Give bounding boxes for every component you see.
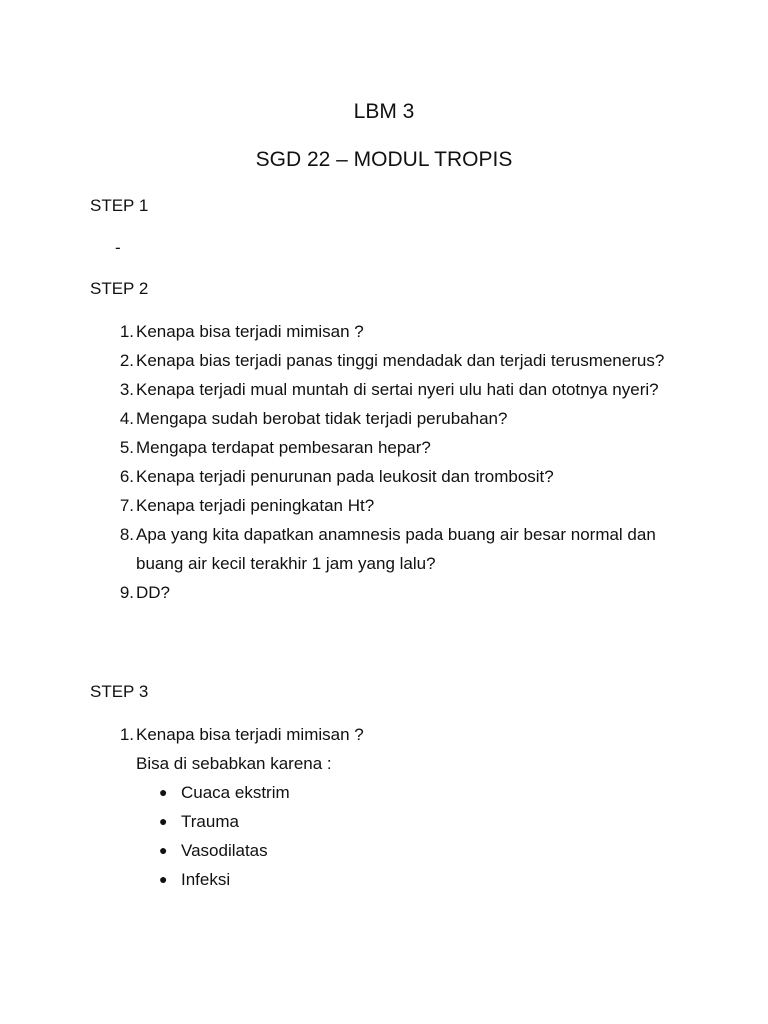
item-text: Kenapa bias terjadi panas tinggi mendadak dan terjadi terusmenerus? xyxy=(136,351,665,370)
bullet-icon: ● xyxy=(159,842,168,858)
item-number: 3. xyxy=(119,380,134,399)
bullet-icon: ● xyxy=(159,784,168,800)
list-item xyxy=(90,317,690,346)
item-number: 9. xyxy=(119,583,134,602)
document-subtitle: SGD 22 – MODUL TROPIS xyxy=(255,148,513,171)
step2-heading: STEP 2 xyxy=(90,279,149,298)
bullet-item xyxy=(136,865,690,894)
bullet-list xyxy=(136,778,690,894)
list-item xyxy=(90,346,690,375)
list-item xyxy=(90,404,690,433)
item-text: Kenapa terjadi penurunan pada leukosit dan trombosit? xyxy=(136,467,554,486)
item-text: Mengapa sudah berobat tidak terjadi perubahan? xyxy=(136,409,508,428)
item-number: 8. xyxy=(119,525,134,544)
list-item xyxy=(90,491,690,520)
list-item xyxy=(90,520,690,578)
step3-heading: STEP 3 xyxy=(90,682,149,701)
item-text: Apa yang kita dapatkan anamnesis pada buang air besar normal dan buang air kecil terakhir 1 jam yang lalu? xyxy=(136,525,656,573)
item-text: Kenapa bisa terjadi mimisan ? xyxy=(136,322,364,341)
list-item xyxy=(90,433,690,462)
list-item xyxy=(90,720,690,894)
item-text: Mengapa terdapat pembesaran hepar? xyxy=(136,438,431,457)
step1-heading: STEP 1 xyxy=(90,196,149,215)
item-number: 1. xyxy=(119,725,134,744)
item-text: Kenapa terjadi mual muntah di sertai nyeri ulu hati dan ototnya nyeri? xyxy=(136,380,659,399)
item-number: 1. xyxy=(119,322,134,341)
item-text: DD? xyxy=(136,583,171,602)
item-text: Kenapa bisa terjadi mimisan ? xyxy=(136,725,364,744)
bullet-item xyxy=(136,836,690,865)
item-number: 6. xyxy=(119,467,134,486)
bullet-icon: ● xyxy=(159,813,168,829)
step1-content: - xyxy=(115,238,121,257)
bullet-icon: ● xyxy=(159,871,168,887)
item-text: Kenapa terjadi peningkatan Ht? xyxy=(136,496,375,515)
item-number: 4. xyxy=(119,409,134,428)
bullet-text: Vasodilatas xyxy=(181,841,268,860)
bullet-text: Trauma xyxy=(181,812,239,831)
item-number: 2. xyxy=(119,351,134,370)
bullet-item xyxy=(136,778,690,807)
item-number: 5. xyxy=(119,438,134,457)
step3-answer-list xyxy=(90,720,690,894)
step2-question-list xyxy=(90,317,690,607)
item-subtext: Bisa di sebabkan karena : xyxy=(136,754,332,773)
bullet-text: Infeksi xyxy=(181,870,231,889)
bullet-text: Cuaca ekstrim xyxy=(181,783,290,802)
document-title: LBM 3 xyxy=(353,100,415,123)
item-number: 7. xyxy=(119,496,134,515)
list-item xyxy=(90,375,690,404)
list-item xyxy=(90,462,690,491)
list-item xyxy=(90,578,690,607)
bullet-item xyxy=(136,807,690,836)
